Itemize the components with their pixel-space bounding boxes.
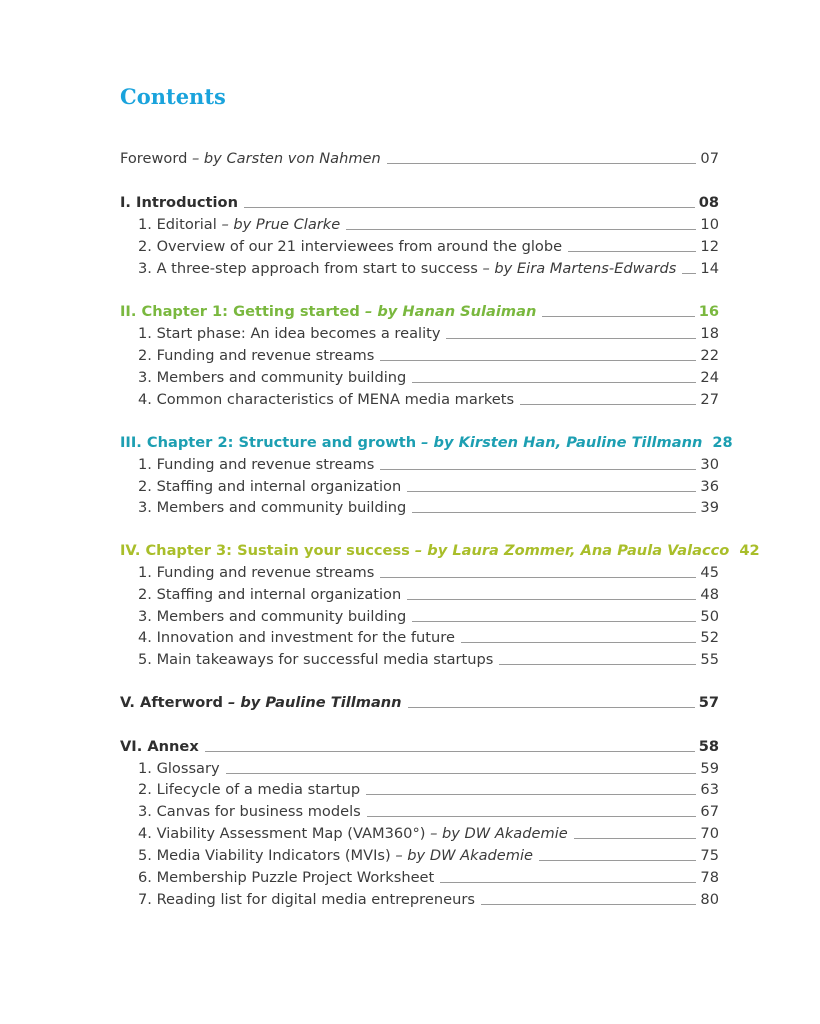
- page-number: 59: [700, 760, 719, 777]
- toc-section-chapter-3[interactable]: [120, 541, 760, 561]
- dot-leader: [574, 837, 697, 839]
- toc-entry-label: 1. Funding and revenue streams: [138, 564, 375, 581]
- dot-leader: [367, 815, 697, 817]
- page-number: 48: [700, 586, 719, 603]
- toc-entry-label: 2. Staffing and internal organization: [138, 586, 402, 603]
- toc-entry-label: 4. Innovation and investment for the future: [138, 629, 455, 646]
- toc-section-chapter-1[interactable]: [120, 302, 719, 322]
- toc-entry[interactable]: [138, 628, 719, 648]
- toc-entry[interactable]: [138, 455, 719, 475]
- page-number: 67: [700, 803, 719, 820]
- page-number: 58: [698, 738, 719, 755]
- toc-entry[interactable]: [138, 585, 719, 605]
- page-number: 45: [700, 564, 719, 581]
- toc-entry-label: 1. Editorial – by Prue Clarke: [138, 216, 341, 233]
- dot-leader: [539, 859, 696, 861]
- page-number: 18: [700, 325, 719, 342]
- page-number: 50: [700, 608, 719, 625]
- page-number: 28: [712, 434, 733, 451]
- toc-entry[interactable]: [138, 802, 719, 822]
- toc-entry[interactable]: [138, 498, 719, 518]
- page-number: 78: [700, 869, 719, 886]
- toc-entry[interactable]: [138, 237, 719, 257]
- toc-entry-label: 3. Members and community building: [138, 499, 407, 516]
- dot-leader: [542, 315, 694, 317]
- dot-leader: [682, 272, 696, 274]
- dot-leader: [481, 903, 697, 905]
- toc-entry[interactable]: [138, 759, 719, 779]
- toc-entry-label: 2. Lifecycle of a media startup: [138, 781, 361, 798]
- toc-entry[interactable]: [138, 846, 719, 866]
- page-number: 55: [700, 651, 719, 668]
- page-number: 80: [700, 891, 719, 908]
- page-number: 16: [698, 303, 719, 320]
- toc-entry-label: Foreword – by Carsten von Nahmen: [120, 150, 381, 167]
- dot-leader: [366, 793, 696, 795]
- page-number: 63: [700, 781, 719, 798]
- dot-leader: [244, 206, 695, 208]
- toc-entry[interactable]: [138, 346, 719, 366]
- toc-entry[interactable]: [138, 324, 719, 344]
- page-number: 08: [698, 194, 719, 211]
- toc-entry[interactable]: [138, 259, 719, 279]
- toc-entry-label: 5. Media Viability Indicators (MVIs) – by DW Akademie: [138, 847, 534, 864]
- toc-entry[interactable]: [138, 215, 719, 235]
- toc-entry-label: 5. Main takeaways for successful media startups: [138, 651, 494, 668]
- page-number: 27: [700, 391, 719, 408]
- page-number: 24: [700, 369, 719, 386]
- toc-entry-label: 7. Reading list for digital media entrepreneurs: [138, 891, 475, 908]
- toc-entry-label: 4. Viability Assessment Map (VAM360°) – by DW Akademie: [138, 825, 568, 842]
- dot-leader: [461, 641, 696, 643]
- dot-leader: [387, 162, 697, 164]
- toc-entry-foreword[interactable]: [120, 149, 719, 169]
- dot-leader: [520, 403, 696, 405]
- dot-leader: [446, 337, 696, 339]
- page-number: 36: [700, 478, 719, 495]
- toc-entry[interactable]: [138, 650, 719, 670]
- page-title: Contents: [120, 84, 226, 109]
- dot-leader: [407, 490, 696, 492]
- toc-entry[interactable]: [138, 607, 719, 627]
- toc-section-label: II. Chapter 1: Getting started – by Hanan Sulaiman: [120, 303, 537, 320]
- dot-leader: [412, 511, 696, 513]
- toc-entry[interactable]: [138, 390, 719, 410]
- dot-leader: [412, 381, 696, 383]
- toc-entry-label: 1. Glossary: [138, 760, 220, 777]
- page-number: 57: [698, 694, 719, 711]
- dot-leader: [380, 359, 696, 361]
- toc-entry[interactable]: [138, 824, 719, 844]
- toc-entry-label: 4. Common characteristics of MENA media markets: [138, 391, 515, 408]
- page-number: 39: [700, 499, 719, 516]
- toc-section-label: IV. Chapter 3: Sustain your success – by Laura Zommer, Ana Paula Valacco: [120, 542, 730, 559]
- toc-entry-label: 3. A three-step approach from start to success – by Eira Martens-Edwards: [138, 260, 677, 277]
- toc-section-label: V. Afterword – by Pauline Tillmann: [120, 694, 402, 711]
- toc-section-label: I. Introduction: [120, 194, 238, 211]
- toc-section-label: VI. Annex: [120, 738, 199, 755]
- toc-entry-label: 3. Members and community building: [138, 608, 407, 625]
- dot-leader: [568, 250, 696, 252]
- page-number: 75: [700, 847, 719, 864]
- toc-entry-label: 1. Start phase: An idea becomes a reality: [138, 325, 441, 342]
- dot-leader: [205, 750, 695, 752]
- page-number: 22: [700, 347, 719, 364]
- toc-entry[interactable]: [138, 477, 719, 497]
- toc-section-annex[interactable]: [120, 737, 719, 757]
- page-number: 70: [700, 825, 719, 842]
- dot-leader: [407, 598, 696, 600]
- toc-section-chapter-2[interactable]: [120, 433, 733, 453]
- toc-entry[interactable]: [138, 890, 719, 910]
- dot-leader: [408, 706, 695, 708]
- toc-entry[interactable]: [138, 368, 719, 388]
- toc-entry-label: 3. Members and community building: [138, 369, 407, 386]
- toc-entry-label: 2. Funding and revenue streams: [138, 347, 375, 364]
- dot-leader: [412, 620, 696, 622]
- dot-leader: [380, 468, 696, 470]
- page-number: 42: [739, 542, 760, 559]
- dot-leader: [380, 576, 696, 578]
- toc-entry-label: 1. Funding and revenue streams: [138, 456, 375, 473]
- page-number: 52: [700, 629, 719, 646]
- dot-leader: [226, 772, 697, 774]
- page-number: 12: [700, 238, 719, 255]
- toc-entry[interactable]: [138, 868, 719, 888]
- toc-entry-label: 3. Canvas for business models: [138, 803, 361, 820]
- dot-leader: [440, 881, 696, 883]
- toc-entry-label: 2. Overview of our 21 interviewees from around the globe: [138, 238, 563, 255]
- toc-section-afterword[interactable]: [120, 693, 719, 713]
- page-number: 14: [700, 260, 719, 277]
- page-number: 10: [700, 216, 719, 233]
- toc-section-label: III. Chapter 2: Structure and growth – by Kirsten Han, Pauline Tillmann: [120, 434, 703, 451]
- dot-leader: [346, 228, 696, 230]
- dot-leader: [499, 663, 696, 665]
- toc-section-introduction[interactable]: [120, 193, 719, 213]
- page-number: 07: [700, 150, 719, 167]
- toc-entry[interactable]: [138, 563, 719, 583]
- page-number: 30: [700, 456, 719, 473]
- toc-entry-label: 6. Membership Puzzle Project Worksheet: [138, 869, 435, 886]
- toc-entry[interactable]: [138, 780, 719, 800]
- toc-entry-label: 2. Staffing and internal organization: [138, 478, 402, 495]
